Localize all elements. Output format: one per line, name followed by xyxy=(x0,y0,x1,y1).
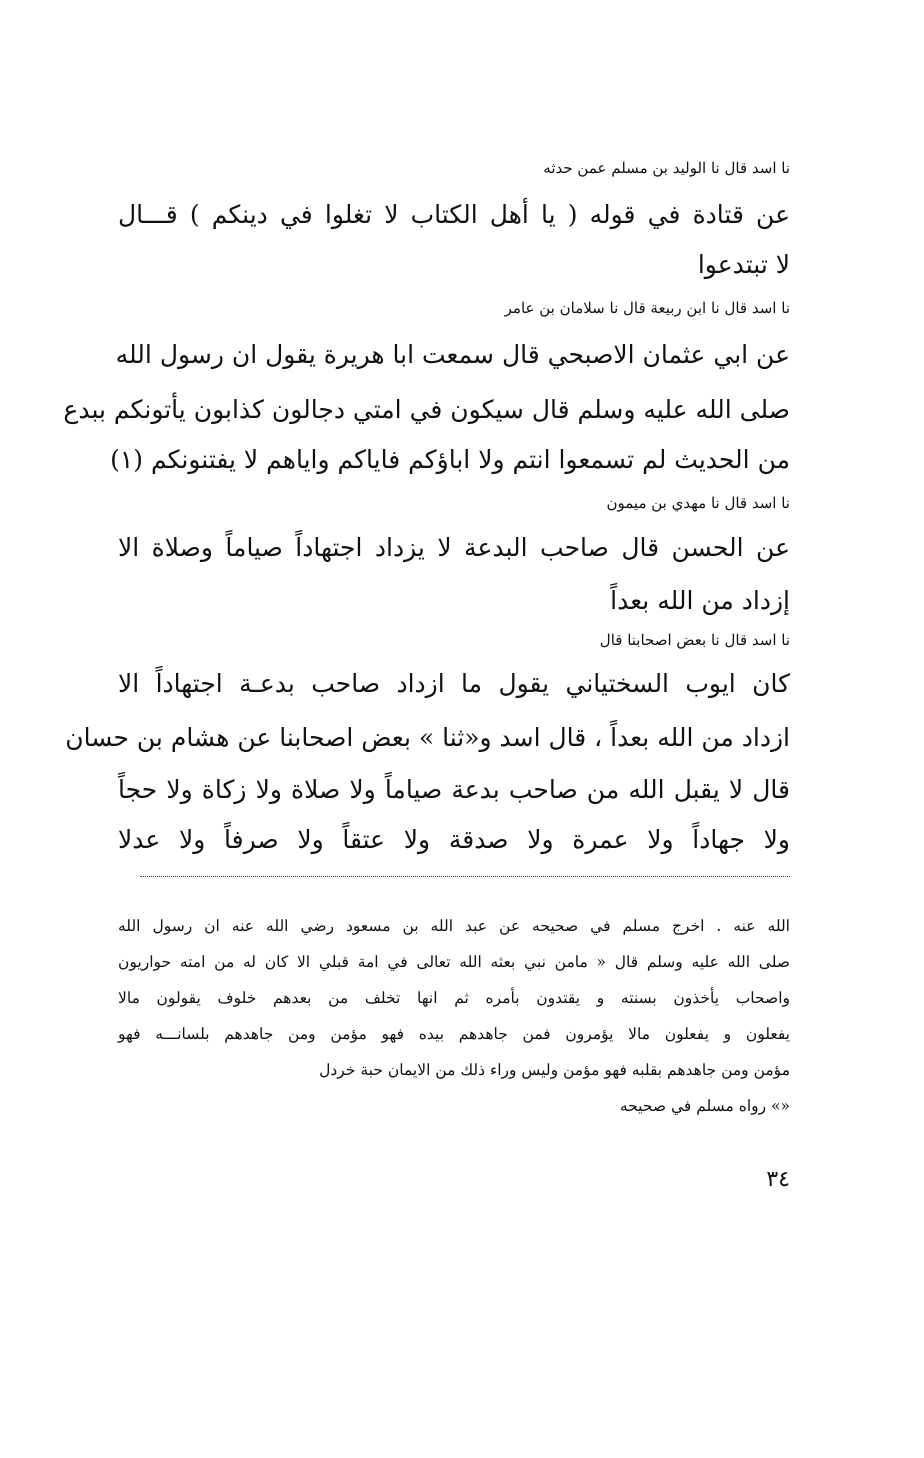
footnote-line: الله عنه . اخرج مسلم في صحيحه عن عبد الله بن مسعود رضي الله عنه ان رسول الله xyxy=(118,917,790,935)
body-line: صلى الله عليه وسلم قال سيكون في امتي دجالون كذابون يأتونكم ببدع xyxy=(63,395,790,424)
isnad-line: نا اسد قال نا الوليد بن مسلم عمن حدثه xyxy=(543,159,790,177)
body-line: لا تبتدعوا xyxy=(697,250,790,279)
body-line: عن قتادة في قوله ( يا أهل الكتاب لا تغلوا في دينكم ) قـــال xyxy=(118,200,790,229)
footnote-line: واصحاب يأخذون بسنته و يقتدون بأمره ثم انها تخلف من بعدهم خلوف يقولون مالا xyxy=(118,989,790,1007)
body-line: عن ابي عثمان الاصبحي قال سمعت ابا هريرة يقول ان رسول الله xyxy=(115,340,790,369)
body-line: عن الحسن قال صاحب البدعة لا يزداد اجتهاداً صياماً وصلاة الا xyxy=(118,533,790,562)
isnad-line: نا اسد قال نا مهدي بن ميمون xyxy=(606,494,790,512)
body-line: إزداد من الله بعداً xyxy=(610,586,790,615)
footnote-line: صلى الله عليه وسلم قال « مامن نبي بعثه الله تعالى في امة قبلي الا كان له من امته حواريون xyxy=(118,953,790,971)
body-line: من الحديث لم تسمعوا انتم ولا اباؤكم فاياكم واياهم لا يفتنونكم (١) xyxy=(110,445,790,474)
isnad-line: نا اسد قال نا ابن ربيعة قال نا سلامان بن عامر xyxy=(504,299,790,317)
body-line: ولا جهاداً ولا عمرة ولا صدقة ولا عتقاً ولا صرفاً ولا عدلا xyxy=(118,825,790,854)
footnote-line: يفعلون و يفعلون مالا يؤمرون فمن جاهدهم بيده فهو مؤمن ومن جاهدهم بلسانـــه فهو xyxy=(118,1025,790,1043)
footnote-separator xyxy=(140,876,790,877)
isnad-line: نا اسد قال نا بعض اصحابنا قال xyxy=(599,631,790,649)
body-line: قال لا يقبل الله من صاحب بدعة صياماً ولا صلاة ولا زكاة ولا حجاً xyxy=(118,775,790,804)
footnote-line: «» رواه مسلم في صحيحه xyxy=(619,1097,790,1115)
page-number: ٣٤ xyxy=(766,1167,790,1192)
footnote-line: مؤمن ومن جاهدهم بقلبه فهو مؤمن وليس وراء ذلك من الايمان حبة خردل xyxy=(319,1061,790,1079)
body-line: ازداد من الله بعداً ، قال اسد و«ثنا » بعض اصحابنا عن هشام بن حسان xyxy=(65,723,790,752)
body-line: كان ايوب السختياني يقول ما ازداد صاحب بدعـة اجتهاداً الا xyxy=(118,669,790,698)
